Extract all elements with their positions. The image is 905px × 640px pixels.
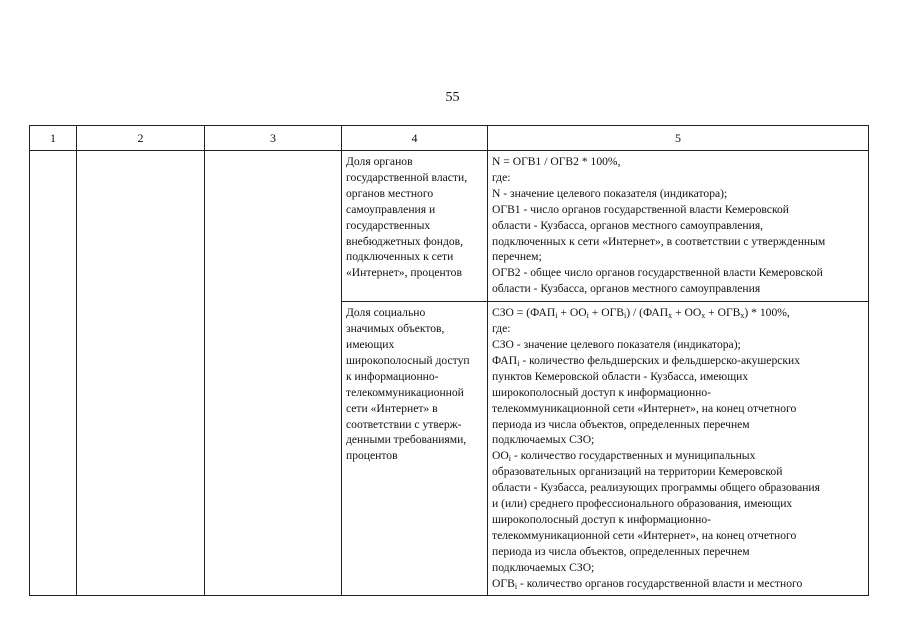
text-line: перечнем;: [492, 250, 542, 264]
header-col-2: 2: [77, 126, 205, 151]
text-line: области - Кузбасса, органов местного самоуправления: [492, 282, 761, 296]
text-line: где:: [492, 322, 511, 336]
text-line: государственной власти,: [346, 170, 468, 184]
text-line: подключенных к сети «Интернет», в соответствии с утвержденным: [492, 234, 826, 248]
text-line: ОГВ1 - число органов государственной власти Кемеровской: [492, 202, 789, 216]
text-line: образовательных организаций на территории Кемеровской: [492, 465, 783, 479]
empty-cell-col-1: [30, 151, 77, 596]
text-line: ОГВ2 - общее число органов государственной власти Кемеровской: [492, 266, 823, 280]
document-table: [29, 125, 869, 596]
text-line: периода из числа объектов, определенных перечнем: [492, 544, 750, 558]
text-line: периода из числа объектов, определенных перечнем: [492, 417, 750, 431]
text-line: имеющих: [346, 337, 395, 351]
text-line: телекоммуникационной сети «Интернет», на конец отчетного: [492, 401, 797, 415]
header-col-1: 1: [30, 126, 77, 151]
text-line: самоуправления и: [346, 202, 436, 216]
definition-ogv: $ОГВ_i$ - количество органов государственной власти и местного: [492, 576, 803, 591]
text-line: значимых объектов,: [346, 322, 445, 336]
text-line: «Интернет», процентов: [346, 266, 462, 280]
empty-cell-col-3: [205, 151, 342, 596]
text-line: подключенных к сети: [346, 250, 454, 264]
formula-line: СЗО = $(ФАП_i + ОО_i + ОГВ_i) / (ФАП_x + ОО_x + ОГВ_x) * 100\%$,: [492, 306, 790, 321]
text-line: пунктов Кемеровской области - Кузбасса, имеющих: [492, 369, 749, 383]
text-line: подключаемых СЗО;: [492, 560, 595, 574]
header-row: [30, 126, 869, 151]
text-line: N - значение целевого показателя (индикатора);: [492, 186, 728, 200]
header-col-5: 5: [488, 126, 869, 151]
text-line: области - Кузбасса, органов местного самоуправления,: [492, 218, 764, 232]
text-line: Доля социально: [346, 306, 426, 320]
indicator-formula-cell: [488, 302, 869, 596]
formula-line: N = ОГВ1 / ОГВ2 * 100%,: [492, 155, 621, 168]
text-line: широкополосный доступ к информационно-: [492, 385, 712, 399]
text-line: широкополосный доступ: [346, 353, 470, 367]
text-line: широкополосный доступ к информационно-: [492, 512, 712, 526]
text-line: СЗО - значение целевого показателя (индикатора);: [492, 337, 741, 351]
header-col-3: 3: [205, 126, 342, 151]
text-line: процентов: [346, 449, 398, 463]
text-line: соответствии с утверж-: [346, 417, 462, 431]
text-line: области - Кузбасса, реализующих программы общего образования: [492, 481, 820, 495]
text-line: телекоммуникационной: [346, 385, 464, 399]
text-line: и (или) среднего профессионального образования, имеющих: [492, 497, 793, 511]
header-col-4: 4: [342, 126, 488, 151]
text-line: органов местного: [346, 186, 434, 200]
text-line: телекоммуникационной сети «Интернет», на конец отчетного: [492, 528, 797, 542]
empty-cell-col-2: [77, 151, 205, 596]
text-line: подключаемых СЗО;: [492, 433, 595, 447]
text-line: Доля органов: [346, 155, 413, 168]
definition-oo: $ОО_i$ - количество государственных и муниципальных: [492, 449, 756, 464]
indicator-name-cell: [342, 151, 488, 302]
text-line: государственных: [346, 218, 431, 232]
text-line: сети «Интернет» в: [346, 401, 438, 415]
text-line: где:: [492, 170, 511, 184]
table-row: [30, 151, 869, 302]
text-line: внебюджетных фондов,: [346, 234, 464, 248]
text-line: денными требованиями,: [346, 433, 467, 447]
text-line: к информационно-: [346, 369, 439, 383]
indicator-formula-cell: [488, 151, 869, 302]
page-number: 55: [445, 90, 460, 105]
definition-fap: $ФАП_i$ - количество фельдшерских и фельдшерско-акушерских: [492, 353, 801, 368]
indicator-name-cell: [342, 302, 488, 596]
